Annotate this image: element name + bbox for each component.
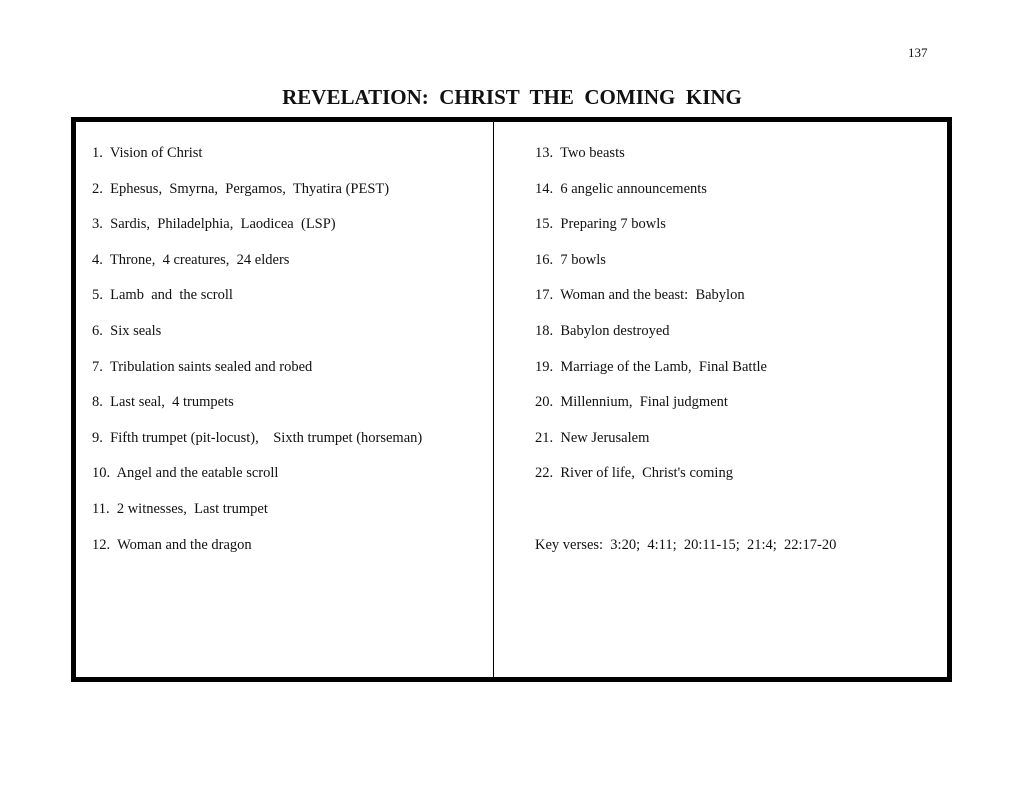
outline-item: 7. Tribulation saints sealed and robed (92, 358, 313, 375)
outline-item: 21. New Jerusalem (535, 429, 650, 446)
outline-item: 17. Woman and the beast: Babylon (535, 287, 745, 304)
page-number: 137 (908, 45, 928, 60)
outline-item: 9. Fifth trumpet (pit-locust), Sixth trumpet (horseman) (92, 429, 423, 446)
outline-item: 8. Last seal, 4 trumpets (92, 394, 234, 411)
outline-right-column (535, 143, 767, 499)
outline-item: 13. Two beasts (535, 145, 625, 161)
key-verses: Key verses: 3:20; 4:11; 20:11-15; 21:4; 22:17-20 (535, 537, 837, 553)
outline-item: 15. Preparing 7 bowls (535, 216, 666, 233)
outline-item: 5. Lamb and the scroll (92, 287, 233, 304)
outline-item: 3. Sardis, Philadelphia, Laodicea (LSP) (92, 216, 336, 233)
outline-item: 11. 2 witnesses, Last trumpet (92, 500, 268, 517)
outline-item: 6. Six seals (92, 322, 162, 339)
outline-item: 1. Vision of Christ (92, 145, 203, 161)
outline-left-column (92, 143, 422, 570)
outline-item: 16. 7 bowls (535, 251, 606, 268)
outline-item: 22. River of life, Christ's coming (535, 465, 733, 482)
page-title: REVELATION: CHRIST THE COMING KING (282, 85, 742, 109)
outline-item: 12. Woman and the dragon (92, 536, 252, 553)
outline-item: 19. Marriage of the Lamb, Final Battle (535, 358, 767, 375)
outline-item: 18. Babylon destroyed (535, 322, 670, 339)
outline-item: 4. Throne, 4 creatures, 24 elders (92, 251, 290, 268)
outline-item: 14. 6 angelic announcements (535, 180, 707, 197)
column-divider (493, 117, 494, 682)
outline-item: 10. Angel and the eatable scroll (92, 465, 279, 482)
outline-item: 20. Millennium, Final judgment (535, 394, 728, 411)
outline-item: 2. Ephesus, Smyrna, Pergamos, Thyatira (PEST) (92, 180, 390, 197)
